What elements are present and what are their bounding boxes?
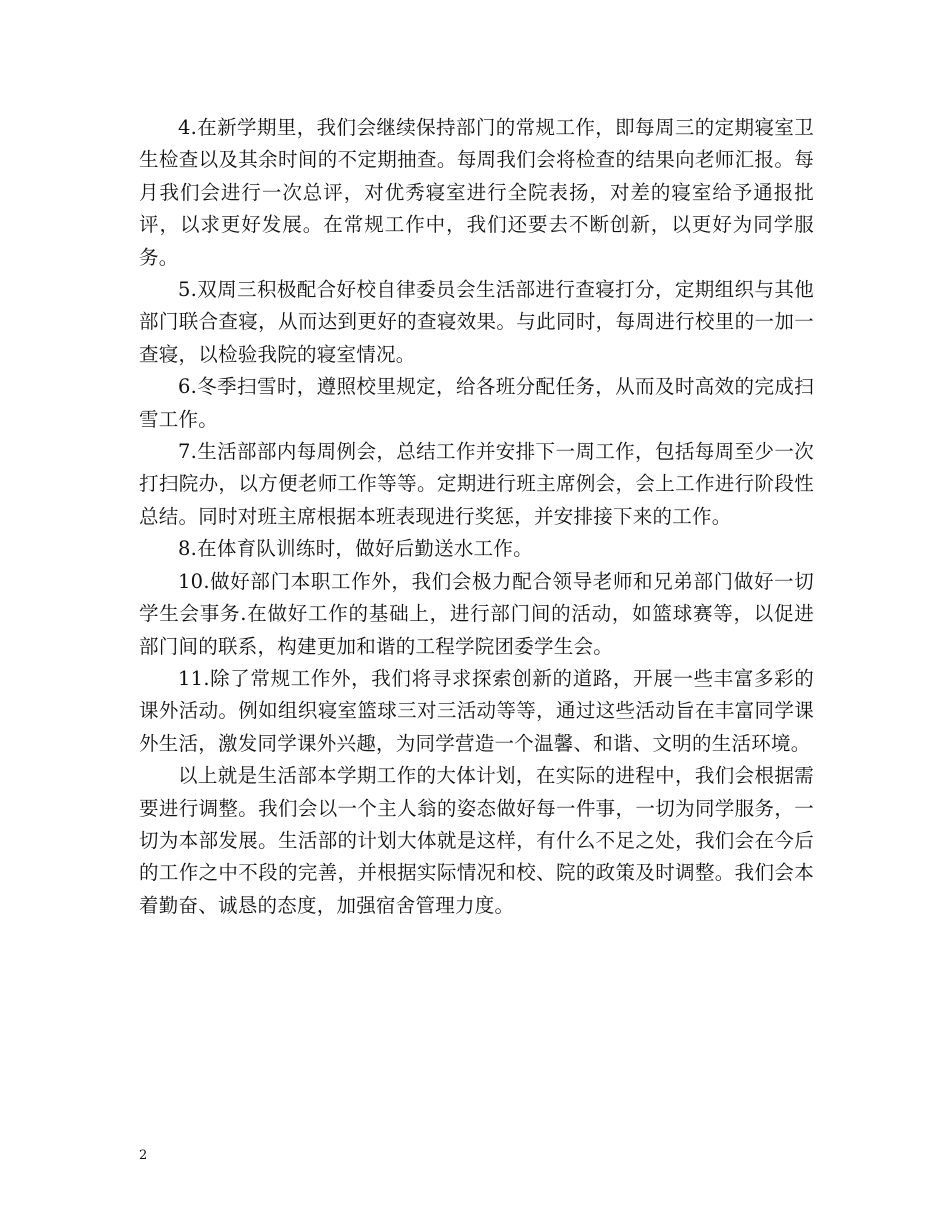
document-body [139,112,814,922]
paragraph-item-6: 6.冬季扫雪时，遵照校里规定，给各班分配任务，从而及时高效的完成扫雪工作。 [139,375,814,431]
paragraph-item-7: 7.生活部部内每周例会，总结工作并安排下一周工作，包括每周至少一次打扫院办，以方便老师工作等等。定期进行班主席例会，会上工作进行阶段性总结。同时对班主席根据本班表现进行奖惩，并安排接下来的工作。 [139,440,814,528]
paragraph-item-8: 8.在体育队训练时，做好后勤送水工作。 [178,537,533,561]
paragraph-item-11: 11.除了常规工作外，我们将寻求探索创新的道路，开展一些丰富多彩的课外活动。例如组织寝室篮球三对三活动等等，通过这些活动旨在丰富同学课外生活，激发同学课外兴趣，为同学营造一个温馨、和谐、文明的生活环境。 [139,666,814,755]
paragraph-item-4: 4.在新学期里，我们会继续保持部门的常规工作，即每周三的定期寝室卫生检查以及其余时间的不定期抽查。每周我们会将检查的结果向老师汇报。每月我们会进行一次总评，对优秀寝室进行全院表扬，对差的寝室给予通报批评，以求更好发展。在常规工作中，我们还要去不断创新，以更好为同学服务。 [139,116,814,269]
paragraph-summary: 以上就是生活部本学期工作的大体计划，在实际的进程中，我们会根据需要进行调整。我们会以一个主人翁的姿态做好每一件事，一切为同学服务，一切为本部发展。生活部的计划大体就是这样，有什么不足之处，我们会在今后的工作之中不段的完善，并根据实际情况和校、院的政策及时调整。我们会本着勤奋、诚恳的态度，加强宿舍管理力度。 [139,764,814,917]
paragraph-item-10: 10.做好部门本职工作外，我们会极力配合领导老师和兄弟部门做好一切学生会事务.在做好工作的基础上，进行部门间的活动，如篮球赛等，以促进部门间的联系，构建更加和谐的工程学院团委学生会。 [139,569,814,658]
page-number: 2 [139,1148,148,1163]
paragraph-item-5: 5.双周三积极配合好校自律委员会生活部进行查寝打分，定期组织与其他部门联合查寝，从而达到更好的查寝效果。与此同时，每周进行校里的一加一查寝，以检验我院的寝室情况。 [139,278,814,366]
